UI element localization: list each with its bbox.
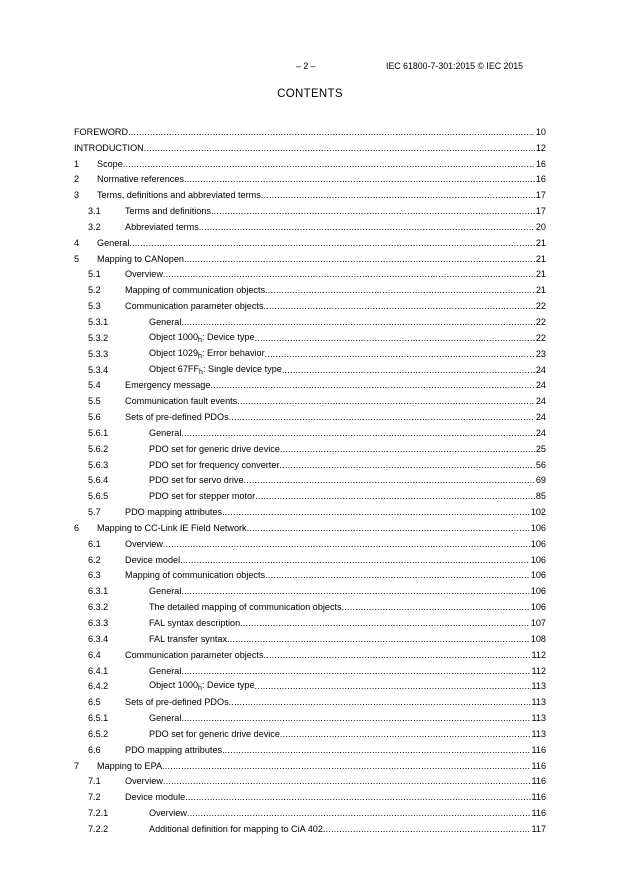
toc-entry[interactable] [74, 677, 546, 693]
toc-entry-title-suffix: : Single device type [202, 363, 282, 374]
toc-entry-page: 17 [535, 206, 546, 217]
toc-entry-title-text: Object 1000 [149, 331, 199, 342]
toc-entry-title [149, 602, 342, 613]
toc-entry-page: 117 [531, 823, 546, 834]
toc-entry-title [125, 570, 265, 581]
toc-entry-title [149, 634, 227, 645]
toc-entry-number: 6 [74, 522, 80, 533]
toc-entry[interactable] [74, 597, 546, 613]
toc-entry-number: 5.2 [88, 285, 101, 296]
toc-entry-title [125, 412, 229, 423]
toc-entry-title-text: Device model [125, 554, 181, 565]
toc-entry-number: 6.5.1 [88, 713, 109, 724]
toc-entry-title-text: Overview [125, 776, 163, 787]
toc-dot-leader [222, 507, 530, 518]
toc-entry-page: 21 [535, 237, 546, 248]
toc-entry[interactable] [74, 803, 546, 819]
toc-entry-title [149, 824, 323, 835]
toc-entry-number: 5.6.5 [88, 491, 109, 502]
toc-entry-title [149, 618, 240, 629]
toc-dot-leader [210, 380, 534, 391]
toc-entry-page: 16 [535, 174, 546, 185]
toc-dot-leader [222, 745, 530, 756]
toc-dot-leader [255, 333, 535, 344]
toc-dot-leader [264, 301, 535, 312]
toc-entry-page: 21 [535, 285, 546, 296]
toc-entry-title-text: PDO set for servo drive [149, 475, 244, 486]
toc-entry[interactable] [74, 724, 546, 740]
toc-entry-number: 6.3 [88, 570, 101, 581]
toc-entry-page: 113 [531, 713, 546, 724]
toc-entry[interactable] [74, 280, 546, 296]
toc-dot-leader [244, 475, 535, 486]
toc-entry-page: 25 [535, 443, 546, 454]
toc-entry-title-text: PDO mapping attributes [125, 507, 223, 518]
toc-dot-leader [229, 697, 531, 708]
toc-entry-title [125, 776, 163, 787]
toc-entry-title-text: Mapping to CC-Link IE Field Network [97, 522, 247, 533]
toc-entry-title [125, 269, 163, 280]
toc-entry-title-text: Sets of pre-defined PDOs [125, 412, 229, 423]
toc-entry-title-text: Object 1029 [149, 347, 199, 358]
toc-entry-title [125, 539, 163, 550]
toc-entry-number: 3.2 [88, 221, 101, 232]
toc-entry-page: 21 [535, 269, 546, 280]
toc-entry-title [125, 650, 264, 661]
toc-entry-page: 17 [535, 190, 546, 201]
toc-entry-title [125, 222, 199, 233]
toc-entry-title-text: General [149, 665, 182, 676]
toc-entry-title [149, 332, 255, 344]
toc-dot-leader [279, 460, 534, 471]
toc-dot-leader [240, 618, 530, 629]
toc-entry[interactable] [74, 423, 546, 439]
page-title: CONTENTS [277, 88, 343, 100]
toc-entry-page: 24 [535, 396, 546, 407]
toc-entry-title [149, 586, 181, 597]
toc-dot-leader [211, 206, 535, 217]
toc-entry-title [97, 159, 123, 170]
toc-entry-page: 112 [531, 665, 546, 676]
toc-dot-leader [323, 824, 531, 835]
toc-entry-number: 3 [74, 190, 80, 201]
toc-entry-title-text: General [149, 586, 182, 597]
toc-dot-leader [144, 143, 535, 154]
toc-entry[interactable] [74, 661, 546, 677]
toc-entry-title-text: Abbreviated terms [125, 221, 199, 232]
toc-entry[interactable] [74, 391, 546, 407]
toc-entry-page: 20 [535, 221, 546, 232]
toc-entry-title-text: General [149, 427, 182, 438]
toc-entry-number: 5.7 [88, 507, 101, 518]
toc-entry-number: 2 [74, 174, 80, 185]
toc-entry-number: 6.5 [88, 697, 101, 708]
toc-entry[interactable] [74, 550, 546, 566]
toc-entry-title [125, 745, 222, 756]
toc-entry-page: 69 [535, 475, 546, 486]
toc-entry-page: 102 [530, 507, 546, 518]
toc-dot-leader [163, 539, 530, 550]
toc-entry-title-text: Communication parameter objects [125, 301, 264, 312]
toc-entry-number: 5.4 [88, 380, 101, 391]
toc-entry[interactable] [74, 629, 546, 645]
toc-entry[interactable] [74, 217, 546, 233]
toc-entry-subscript: h [198, 685, 202, 693]
toc-dot-leader [199, 222, 535, 233]
toc-entry-title-text: PDO set for frequency converter [149, 459, 280, 470]
toc-entry-title-text: Emergency message [125, 380, 211, 391]
toc-entry-title-text: Scope [97, 158, 123, 169]
toc-entry[interactable] [74, 312, 546, 328]
toc-entry-page: 22 [535, 301, 546, 312]
toc-entry-title-text: Mapping to CANopen [97, 253, 184, 264]
toc-entry-title [149, 317, 181, 328]
toc-entry[interactable] [74, 170, 546, 186]
toc-entry-page: 24 [535, 427, 546, 438]
toc-entry-title [149, 713, 181, 724]
toc-entry-page: 116 [531, 792, 546, 803]
toc-entry-page: 108 [530, 633, 546, 644]
toc-entry-number: 5.6 [88, 412, 101, 423]
toc-dot-leader [185, 792, 530, 803]
toc-entry-title-text: Communication fault events [125, 396, 238, 407]
toc-entry[interactable] [74, 265, 546, 281]
toc-entry-title [97, 761, 162, 772]
toc-entry-title-text: Mapping to EPA [97, 760, 163, 771]
toc-entry-title-text: Overview [125, 538, 163, 549]
toc-entry-subscript: h [198, 352, 202, 360]
toc-entry-title [125, 697, 229, 708]
toc-dot-leader [282, 365, 535, 376]
toc-entry-title-text: Terms, definitions and abbreviated terms [97, 190, 261, 201]
toc-entry-title-text: General [97, 237, 130, 248]
toc-entry-number: 6.4.1 [88, 665, 109, 676]
page-number: – 2 – [296, 61, 316, 71]
toc-dot-leader [187, 808, 531, 819]
toc-entry-number: 6.4.2 [88, 681, 109, 692]
toc-entry-title [149, 460, 279, 471]
toc-entry-number: 5.6.4 [88, 475, 109, 486]
toc-entry-title [149, 491, 255, 502]
toc-entry-title [125, 285, 265, 296]
toc-entry-number: 5.6.2 [88, 443, 109, 454]
toc-entry[interactable] [74, 819, 546, 835]
toc-dot-leader [181, 586, 529, 597]
toc-entry-title-text: The detailed mapping of communication objects [149, 602, 342, 613]
toc-dot-leader [265, 349, 535, 360]
toc-entry[interactable] [74, 376, 546, 392]
toc-entry-title-text: Normative references [97, 174, 184, 185]
toc-dot-leader [181, 666, 530, 677]
toc-entry[interactable] [74, 787, 546, 803]
toc-entry-page: 113 [531, 681, 546, 692]
toc-entry-title [97, 174, 184, 185]
toc-dot-leader [181, 428, 535, 439]
toc-entry[interactable] [74, 138, 546, 154]
toc-entry-number: 5 [74, 253, 80, 264]
toc-entry[interactable] [74, 486, 546, 502]
toc-entry-title-text: PDO set for generic drive device [149, 728, 280, 739]
toc-entry-title [125, 792, 185, 803]
toc-entry-number: 5.3.1 [88, 316, 109, 327]
toc-entry-page: 23 [535, 348, 546, 359]
toc-entry[interactable] [74, 122, 546, 138]
toc-entry-title [125, 206, 211, 217]
toc-entry-page: 16 [535, 158, 546, 169]
toc-entry-number: 5.1 [88, 269, 101, 280]
toc-entry-title-text: Mapping of communication objects [125, 285, 266, 296]
toc-entry-title [97, 190, 261, 201]
toc-entry-title [125, 507, 222, 518]
toc-entry-number: 7.2.2 [88, 823, 109, 834]
toc-entry-page: 107 [530, 618, 546, 628]
table-of-contents [74, 122, 546, 835]
toc-entry[interactable] [74, 471, 546, 487]
toc-entry-title-text: General [149, 316, 182, 327]
toc-entry-title-suffix: : Error behavior [201, 347, 265, 358]
toc-dot-leader [265, 570, 530, 581]
toc-entry-number: 5.3.2 [88, 332, 109, 343]
toc-entry[interactable] [74, 502, 546, 518]
toc-entry-title-text: Overview [125, 269, 163, 280]
toc-entry[interactable] [74, 566, 546, 582]
toc-entry-title-text: FAL transfer syntax [149, 633, 228, 644]
toc-entry-title-text: Terms and definitions [125, 206, 211, 217]
toc-entry-page: 106 [530, 586, 546, 597]
toc-entry-title [97, 238, 129, 249]
toc-dot-leader [237, 396, 535, 407]
toc-entry-title [149, 428, 181, 439]
toc-entry-page: 113 [531, 728, 546, 739]
toc-dot-leader [261, 190, 535, 201]
toc-entry-number: 5.3.4 [88, 364, 109, 375]
toc-entry-number: 6.6 [88, 744, 101, 755]
toc-entry-page: 116 [531, 760, 546, 771]
toc-entry-number: 6.3.4 [88, 633, 109, 644]
toc-entry-number: 6.1 [88, 538, 101, 549]
toc-entry-title-suffix: : Device type [201, 331, 255, 342]
standard-designation: IEC 61800-7-301:2015 © IEC 2015 [386, 61, 524, 71]
toc-entry[interactable] [74, 439, 546, 455]
toc-dot-leader [162, 761, 530, 772]
toc-entry[interactable] [74, 201, 546, 217]
toc-entry-number: 6.3.2 [88, 602, 109, 613]
toc-entry-title-text: Object 1000 [149, 680, 199, 691]
toc-dot-leader [247, 523, 530, 534]
toc-entry[interactable] [74, 296, 546, 312]
toc-dot-leader [181, 317, 535, 328]
toc-entry-title-text: General [149, 713, 182, 724]
toc-entry-page: 24 [535, 380, 546, 391]
toc-entry-number: 7.2 [88, 792, 101, 803]
toc-dot-leader [181, 713, 530, 724]
toc-entry-title-text: PDO mapping attributes [125, 744, 223, 755]
toc-entry-number: 6.5.2 [88, 728, 109, 739]
toc-entry-title [149, 808, 187, 819]
toc-entry-page: 106 [530, 570, 546, 581]
toc-entry[interactable] [74, 756, 546, 772]
toc-entry-title [125, 380, 210, 391]
toc-entry[interactable] [74, 328, 546, 344]
toc-entry-title [149, 729, 280, 740]
toc-entry[interactable] [74, 581, 546, 597]
toc-entry-page: 12 [535, 142, 546, 153]
toc-entry-page: 112 [531, 649, 546, 660]
toc-dot-leader [255, 491, 535, 502]
toc-entry-title-text: Object 67FF [149, 363, 200, 374]
toc-entry-page: 10 [535, 126, 546, 137]
toc-entry-title-text: FAL syntax description [149, 618, 241, 628]
toc-entry-title [74, 127, 128, 138]
toc-entry-title-text: Overview [149, 808, 187, 819]
toc-dot-leader [227, 634, 530, 645]
toc-entry-number: 1 [74, 158, 80, 169]
toc-entry-title-text: Mapping of communication objects [125, 570, 266, 581]
toc-entry-number: 5.6.1 [88, 427, 109, 438]
toc-entry-title-text: PDO set for stepper motor [149, 491, 256, 502]
toc-entry-page: 106 [530, 522, 546, 533]
toc-entry-number: 6.2 [88, 554, 101, 565]
toc-entry[interactable] [74, 645, 546, 661]
toc-entry[interactable] [74, 185, 546, 201]
toc-entry-title [125, 301, 264, 312]
toc-entry-title [97, 523, 247, 534]
toc-entry[interactable] [74, 249, 546, 265]
toc-entry-page: 116 [531, 808, 546, 819]
toc-entry-page: 24 [535, 412, 546, 423]
toc-entry-page: 24 [535, 364, 546, 375]
toc-entry-title [149, 475, 244, 486]
toc-entry-title-text: PDO set for generic drive device [149, 443, 280, 454]
toc-entry-title-text: FOREWORD [74, 126, 129, 137]
toc-entry[interactable] [74, 534, 546, 550]
toc-entry-number: 3.1 [88, 206, 101, 217]
toc-entry-page: 116 [531, 776, 546, 787]
toc-entry-title [97, 254, 184, 265]
toc-entry-title [125, 396, 237, 407]
toc-entry-number: 7.1 [88, 776, 101, 787]
toc-entry-page: 56 [535, 459, 546, 470]
toc-entry-page: 22 [535, 316, 546, 327]
toc-entry[interactable] [74, 708, 546, 724]
toc-entry[interactable] [74, 233, 546, 249]
toc-dot-leader [184, 174, 535, 185]
toc-entry[interactable] [74, 613, 546, 629]
toc-entry-number: 4 [74, 237, 80, 248]
toc-entry-title-suffix: : Device type [201, 680, 255, 691]
toc-entry-subscript: h [198, 336, 202, 344]
toc-entry-page: 21 [535, 253, 546, 264]
toc-dot-leader [265, 285, 535, 296]
toc-entry-number: 7 [74, 760, 80, 771]
toc-dot-leader [264, 650, 531, 661]
toc-dot-leader [163, 776, 531, 787]
toc-entry-number: 5.3.3 [88, 348, 109, 359]
toc-dot-leader [128, 127, 535, 138]
toc-entry-title-text: Communication parameter objects [125, 649, 264, 660]
toc-entry[interactable] [74, 407, 546, 423]
toc-entry[interactable] [74, 360, 546, 376]
toc-dot-leader [229, 412, 535, 423]
toc-entry-number: 6.4 [88, 649, 101, 660]
toc-entry-page: 113 [531, 697, 546, 708]
toc-entry-number: 7.2.1 [88, 808, 109, 819]
toc-entry-title [74, 143, 144, 154]
toc-entry-number: 5.5 [88, 396, 101, 407]
toc-dot-leader [342, 602, 530, 613]
toc-entry[interactable] [74, 455, 546, 471]
toc-dot-leader [129, 238, 535, 249]
toc-entry-title-text: Device module [125, 792, 186, 803]
toc-dot-leader [280, 444, 535, 455]
toc-dot-leader [180, 555, 530, 566]
toc-entry-page: 85 [535, 491, 546, 502]
toc-entry-number: 6.3.1 [88, 586, 109, 597]
toc-entry-number: 5.6.3 [88, 459, 109, 470]
toc-entry-title [149, 680, 255, 692]
toc-entry-title [125, 555, 180, 566]
toc-dot-leader [184, 254, 535, 265]
toc-entry-title-text: Sets of pre-defined PDOs [125, 697, 229, 708]
toc-entry[interactable] [74, 518, 546, 534]
toc-entry-page: 116 [531, 744, 546, 755]
toc-dot-leader [280, 729, 531, 740]
toc-entry-page: 106 [530, 538, 546, 549]
toc-entry-title [149, 364, 282, 376]
toc-entry-title-text: Additional definition for mapping to CiA 402 [149, 823, 323, 834]
toc-entry-page: 106 [530, 602, 546, 613]
toc-entry-title [149, 666, 181, 677]
toc-entry[interactable] [74, 344, 546, 360]
toc-entry-page: 22 [535, 332, 546, 343]
toc-entry-page: 106 [530, 554, 546, 565]
toc-entry-title [149, 444, 280, 455]
toc-entry[interactable] [74, 772, 546, 788]
toc-entry-title-text: INTRODUCTION [74, 142, 144, 153]
toc-entry[interactable] [74, 692, 546, 708]
toc-entry-subscript: h [199, 368, 203, 376]
toc-entry[interactable] [74, 740, 546, 756]
toc-dot-leader [163, 269, 535, 280]
toc-entry-number: 5.3 [88, 301, 101, 312]
toc-entry[interactable] [74, 154, 546, 170]
toc-entry-title [149, 348, 265, 360]
toc-dot-leader [123, 159, 535, 170]
toc-entry-number: 6.3.3 [88, 618, 109, 628]
toc-dot-leader [255, 681, 531, 692]
